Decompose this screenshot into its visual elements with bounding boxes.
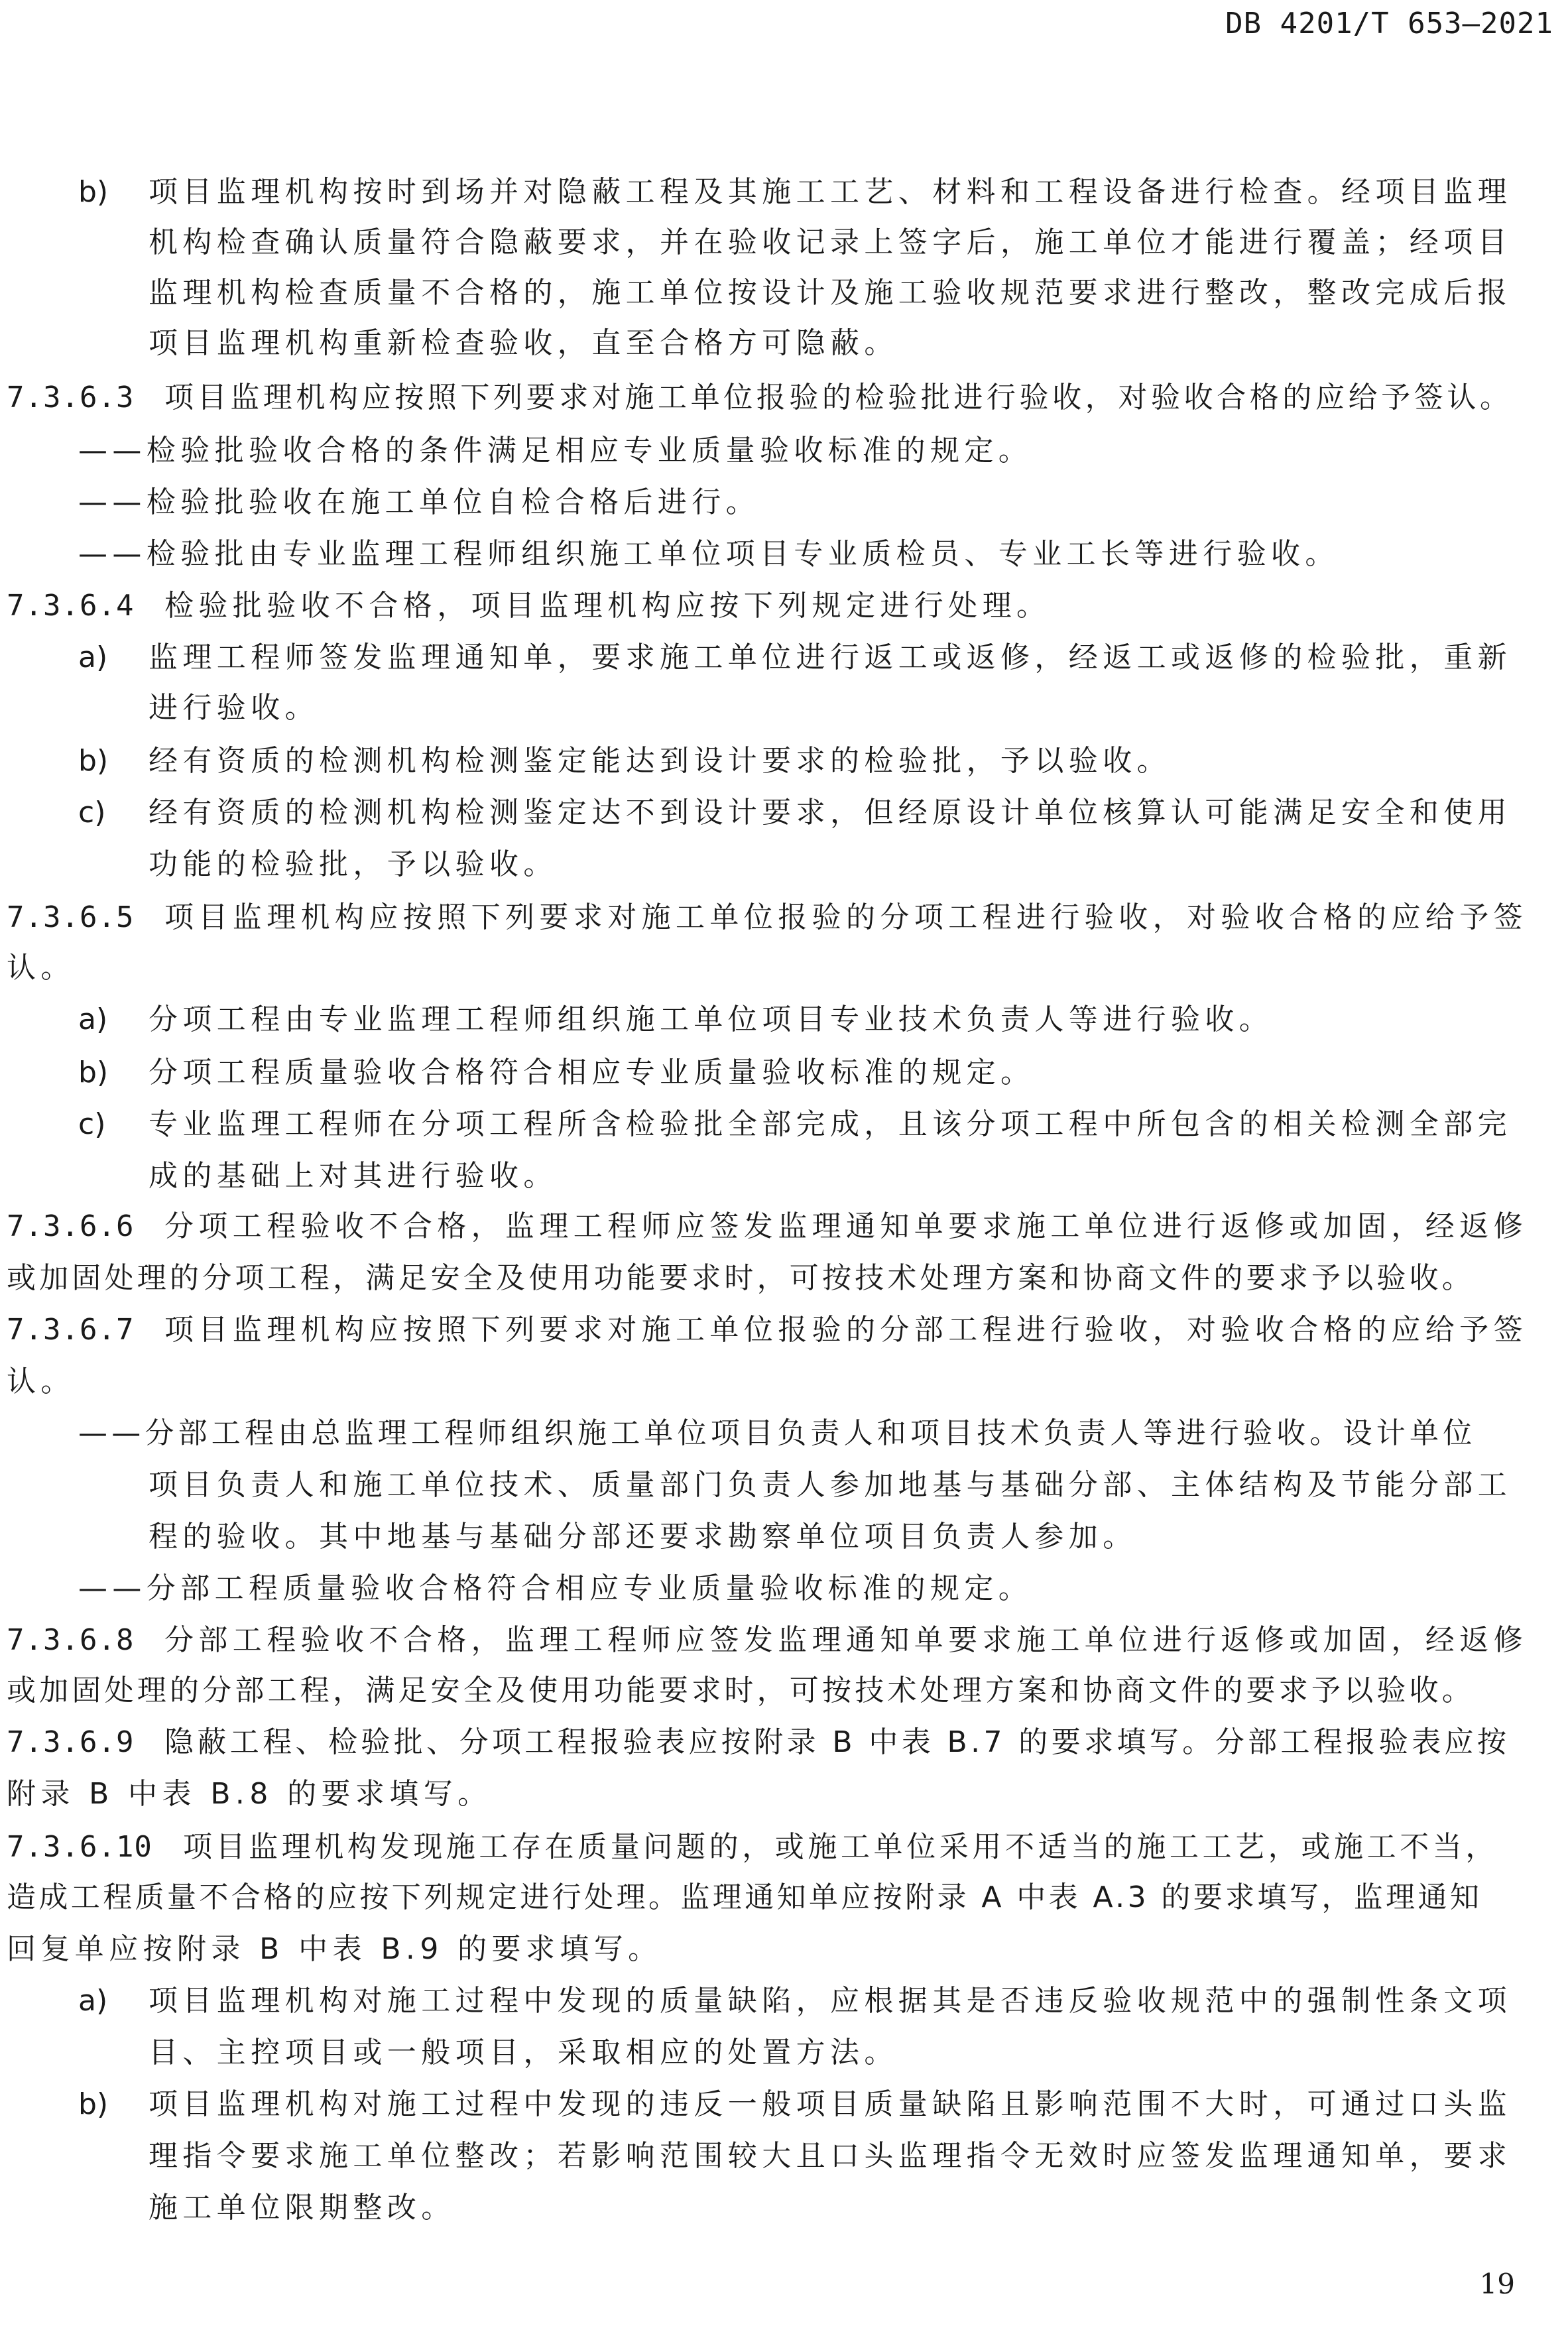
clause-number: 7.3.6.5 [7, 900, 135, 934]
text-line: 成的基础上对其进行验收。 [149, 1159, 558, 1193]
text-line: 分项工程由专业监理工程师组织施工单位项目专业技术负责人等进行验收。 [149, 1003, 1274, 1036]
text-line: 项目监理机构重新检查验收，直至合格方可隐蔽。 [149, 326, 898, 360]
clause-number: 7.3.6.7 [7, 1313, 135, 1347]
text-line: 程的验收。其中地基与基础分部还要求勘察单位项目负责人参加。 [149, 1520, 1137, 1554]
text-line: 项目监理机构应按照下列要求对施工单位报验的检验批进行验收，对验收合格的应给予签认。 [164, 381, 1513, 414]
clause-number: 7.3.6.9 [7, 1725, 135, 1759]
list-marker: c) [78, 796, 106, 829]
text-line: 监理机构检查质量不合格的，施工单位按设计及施工验收规范要求进行整改，整改完成后报 [149, 276, 1512, 310]
text-line: 或加固处理的分部工程，满足安全及使用功能要求时，可按技术处理方案和协商文件的要求予以验收。 [7, 1674, 1475, 1707]
list-marker: b) [78, 175, 109, 209]
text-line: 项目监理机构对施工过程中发现的质量缺陷，应根据其是否违反验收规范中的强制性条文项 [149, 1984, 1512, 2018]
text-line: 机构检查确认质量符合隐蔽要求，并在验收记录上签字后，施工单位才能进行覆盖；经项目 [149, 225, 1512, 259]
text-line: 功能的检验批，予以验收。 [149, 847, 558, 881]
page-number: 19 [1479, 2268, 1515, 2300]
text-line: ——分部工程由总监理工程师组织施工单位项目负责人和项目技术负责人等进行验收。设计单位 [78, 1416, 1477, 1450]
list-marker: a) [78, 1984, 108, 2018]
clause-number: 7.3.6.4 [7, 589, 135, 623]
list-marker: a) [78, 641, 108, 674]
text-line: 目、主控项目或一般项目，采取相应的处置方法。 [149, 2036, 898, 2069]
list-marker: b) [78, 744, 109, 778]
clause-number: 7.3.6.8 [7, 1623, 135, 1657]
text-line: ——检验批由专业监理工程师组织施工单位项目专业质检员、专业工长等进行验收。 [78, 537, 1339, 571]
text-line: 经有资质的检测机构检测鉴定能达到设计要求的检验批，予以验收。 [149, 744, 1171, 778]
clause-number: 7.3.6.3 [7, 381, 135, 414]
list-marker: b) [78, 2087, 109, 2121]
text-line: 项目监理机构按时到场并对隐蔽工程及其施工工艺、材料和工程设备进行检查。经项目监理 [149, 175, 1512, 209]
list-marker: b) [78, 1056, 109, 1089]
text-line: 项目监理机构发现施工存在质量问题的，或施工单位采用不适当的施工工艺，或施工不当， [183, 1830, 1498, 1864]
text-line: 项目监理机构对施工过程中发现的违反一般项目质量缺陷且影响范围不大时，可通过口头监 [149, 2087, 1512, 2121]
document-code-header: DB 4201/T 653—2021 [1225, 7, 1553, 40]
text-line: 监理工程师签发监理通知单，要求施工单位进行返工或返修，经返工或返修的检验批，重新 [149, 641, 1512, 674]
text-line: 项目负责人和施工单位技术、质量部门负责人参加地基与基础分部、主体结构及节能分部工 [149, 1468, 1512, 1502]
text-line: ——检验批验收合格的条件满足相应专业质量验收标准的规定。 [78, 434, 1033, 467]
clause-number: 7.3.6.10 [7, 1830, 152, 1864]
text-line: 项目监理机构应按照下列要求对施工单位报验的分项工程进行验收，对验收合格的应给予签 [164, 900, 1528, 934]
list-marker: c) [78, 1107, 106, 1141]
text-line: 分项工程质量验收合格符合相应专业质量验收标准的规定。 [149, 1056, 1035, 1089]
text-line: 回复单应按附录 B 中表 B.9 的要求填写。 [7, 1932, 662, 1966]
text-line: 分项工程验收不合格，监理工程师应签发监理通知单要求施工单位进行返修或加固，经返修 [164, 1209, 1528, 1243]
text-line: 隐蔽工程、检验批、分项工程报验表应按附录 B 中表 B.7 的要求填写。分部工程报验表应按 [164, 1725, 1510, 1759]
text-line: 认。 [7, 1365, 75, 1398]
text-line: 施工单位限期整改。 [149, 2191, 455, 2225]
text-line: 或加固处理的分项工程，满足安全及使用功能要求时，可按技术处理方案和协商文件的要求予以验收。 [7, 1261, 1475, 1295]
text-line: 检验批验收不合格，项目监理机构应按下列规定进行处理。 [164, 589, 1051, 623]
text-line: 项目监理机构应按照下列要求对施工单位报验的分部工程进行验收，对验收合格的应给予签 [164, 1313, 1528, 1347]
text-line: 经有资质的检测机构检测鉴定达不到设计要求，但经原设计单位核算认可能满足安全和使用 [149, 796, 1512, 829]
text-line: 造成工程质量不合格的应按下列规定进行处理。监理通知单应按附录 A 中表 A.3 的要求填写，监理通知 [7, 1880, 1482, 1914]
text-line: ——检验批验收在施工单位自检合格后进行。 [78, 485, 760, 519]
text-line: 理指令要求施工单位整改；若影响范围较大且口头监理指令无效时应签发监理通知单，要求 [149, 2139, 1512, 2173]
text-line: ——分部工程质量验收合格符合相应专业质量验收标准的规定。 [78, 1571, 1033, 1605]
clause-number: 7.3.6.6 [7, 1209, 135, 1243]
text-line: 认。 [7, 951, 75, 985]
text-line: 专业监理工程师在分项工程所含检验批全部完成，且该分项工程中所包含的相关检测全部完 [149, 1107, 1512, 1141]
text-line: 进行验收。 [149, 691, 319, 725]
text-line: 附录 B 中表 B.8 的要求填写。 [7, 1777, 492, 1811]
list-marker: a) [78, 1003, 108, 1036]
text-line: 分部工程验收不合格，监理工程师应签发监理通知单要求施工单位进行返修或加固，经返修 [164, 1623, 1528, 1657]
